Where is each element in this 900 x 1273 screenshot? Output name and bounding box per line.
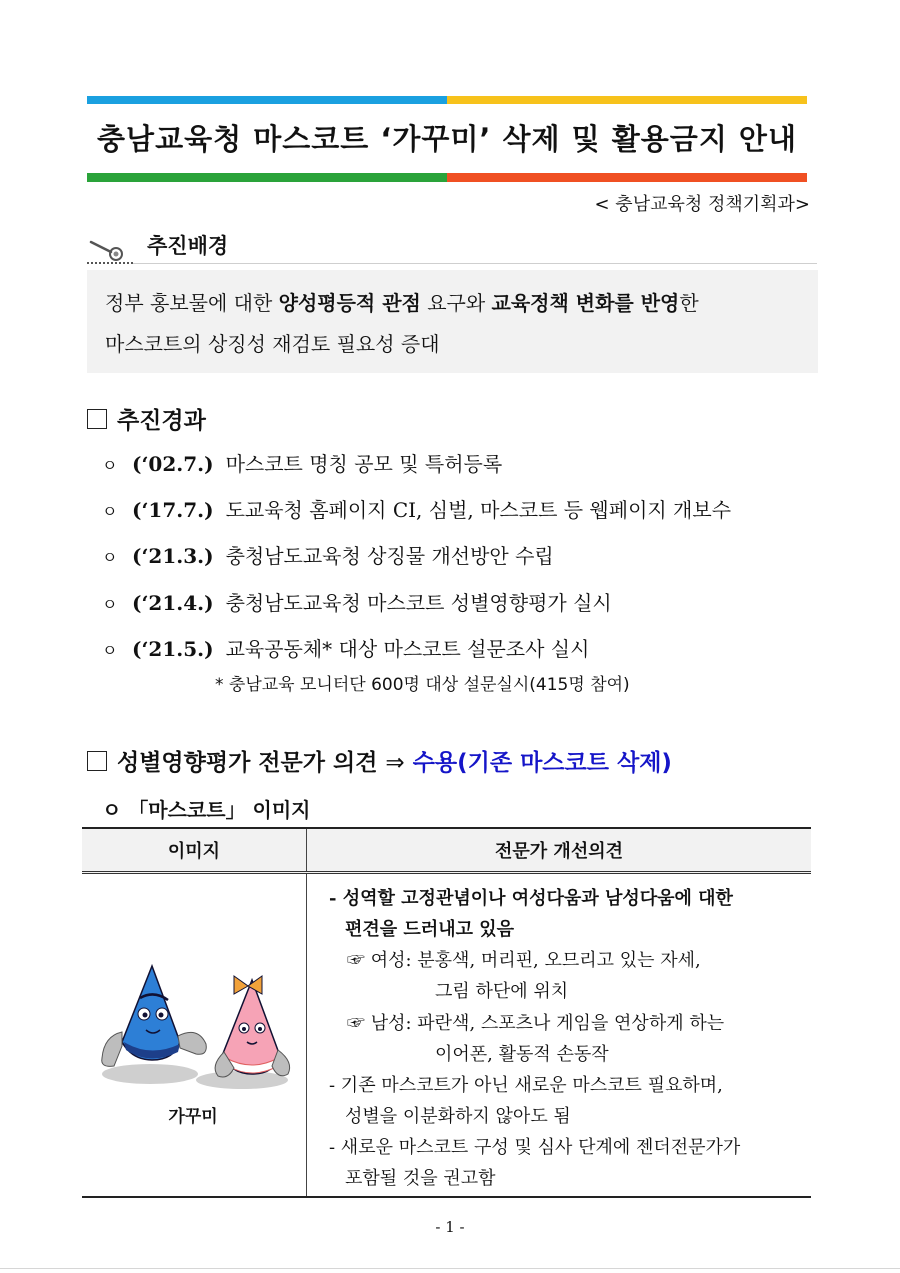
- opinion-result: 수용(기존 마스코트 삭제): [412, 750, 672, 776]
- opinion-line: 성별을 이분화하지 않아도 됨: [345, 1106, 571, 1127]
- progress-item: ㅇ (‘21.3.) 충청남도교육청 상징물 개선방안 수립: [102, 544, 554, 568]
- opinion-line: - 새로운 마스코트 구성 및 심사 단계에 젠더전문가가: [329, 1137, 741, 1158]
- opinion-heading: 성별영향평가 전문가 의견 ⇒ 수용(기존 마스코트 삭제): [87, 744, 672, 777]
- opinion-line: - 성역할 고정관념이나 여성다움과 남성다움에 대한: [329, 888, 733, 909]
- opinion-line: 그림 하단에 위치: [435, 981, 569, 1002]
- progress-item: ㅇ (‘02.7.) 마스코트 명칭 공모 및 특허등록: [102, 452, 503, 476]
- survey-note: * 충남교육 모니터단 600명 대상 설문실시(415명 참여): [215, 675, 630, 695]
- department-label: < 충남교육청 정책기획과>: [594, 194, 810, 215]
- title-bar-bottom: [87, 173, 807, 182]
- background-line-1: 정부 홍보물에 대한 양성평등적 관점 요구와 교육정책 변화를 반영한: [105, 291, 699, 315]
- opinion-line: 이어폰, 활동적 손동작: [435, 1044, 609, 1065]
- progress-item: ㅇ (‘17.7.) 도교육청 홈페이지 CI, 심벌, 마스코트 등 웹페이지 개보수: [102, 498, 732, 522]
- background-box: [87, 270, 818, 373]
- opinion-table: [82, 827, 811, 1198]
- opinion-line: ☞ 여성: 분홍색, 머리핀, 오므리고 있는 자세,: [347, 950, 701, 971]
- column-header-image: 이미지: [82, 828, 307, 873]
- footer-divider: [0, 1268, 900, 1269]
- background-line-2: 마스코트의 상징성 재검토 필요성 증대: [105, 332, 440, 356]
- mascot-name: 가꾸미: [168, 1107, 218, 1127]
- document-title: 충남교육청 마스코트 ‘가꾸미’ 삭제 및 활용금지 안내: [97, 122, 797, 156]
- page-number: - 1 -: [435, 1218, 465, 1236]
- opinion-line: - 기존 마스코트가 아닌 새로운 마스코트 필요하며,: [329, 1075, 723, 1096]
- mascot-image-subheading: ㅇ 「마스코트」 이미지: [102, 798, 311, 822]
- opinion-line: ☞ 남성: 파란색, 스포츠나 게임을 연상하게 하는: [347, 1013, 725, 1034]
- background-heading-label: 추진배경: [147, 233, 229, 258]
- column-header-opinion: 전문가 개선의견: [307, 828, 812, 873]
- progress-item: ㅇ (‘21.4.) 충청남도교육청 마스코트 성별영향평가 실시: [102, 591, 612, 615]
- opinion-line: 편견을 드러내고 있음: [345, 919, 515, 940]
- background-heading: [87, 228, 817, 264]
- pushpin-icon: [89, 236, 129, 262]
- checkbox-square-icon: [87, 751, 107, 771]
- checkbox-square-icon: [87, 409, 107, 429]
- mascot-illustration: [92, 962, 302, 1092]
- progress-item: ㅇ (‘21.5.) 교육공동체* 대상 마스코트 설문조사 실시: [102, 637, 590, 661]
- title-bar-top: [87, 96, 807, 104]
- opinion-line: 포함될 것을 권고함: [345, 1168, 496, 1189]
- progress-heading: 추진경과: [87, 402, 206, 435]
